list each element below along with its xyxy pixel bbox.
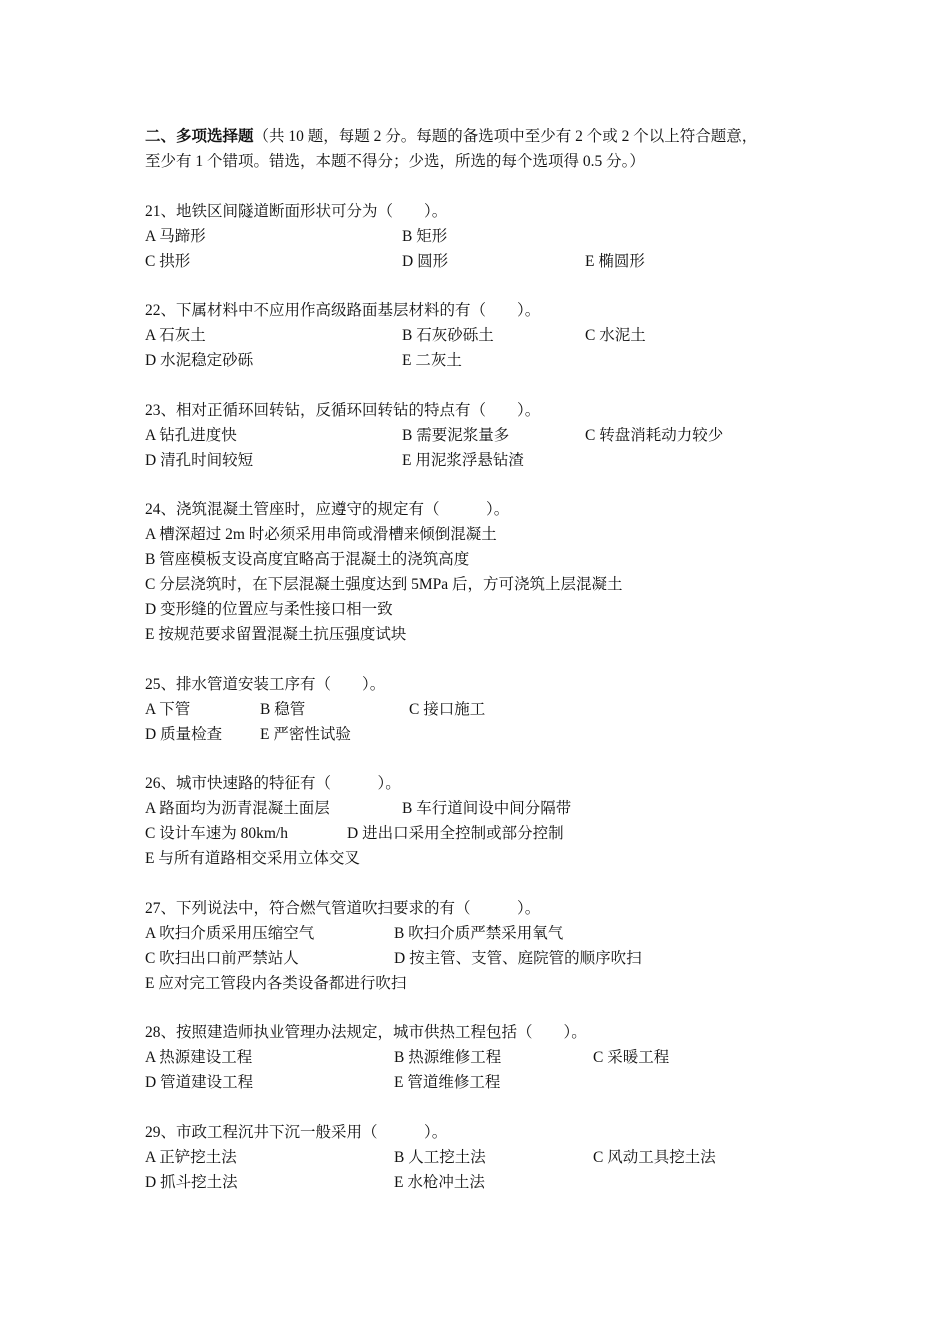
option-c: C 采暖工程 <box>593 1049 670 1066</box>
option-d: D 变形缝的位置应与柔性接口相一致 <box>145 601 393 618</box>
option-e: E 椭圆形 <box>585 253 645 270</box>
option-b: B 管座模板支设高度宜略高于混凝土的浇筑高度 <box>145 551 470 568</box>
option-e: E 水枪冲土法 <box>394 1174 485 1191</box>
section-heading <box>145 127 757 147</box>
option-d: D 圆形 <box>402 253 449 270</box>
option-d: D 管道建设工程 <box>145 1074 254 1091</box>
option-d: D 抓斗挖土法 <box>145 1174 238 1191</box>
section-heading-bold: 二、多项选择题 <box>145 128 254 145</box>
question-stem: 28、按照建造师执业管理办法规定，城市供热工程包括（ ）。 <box>145 1024 587 1041</box>
option-b: B 石灰砂砾土 <box>402 327 494 344</box>
option-c: C 水泥土 <box>585 327 646 344</box>
option-b: B 需要泥浆量多 <box>402 427 510 444</box>
option-c: C 风动工具挖土法 <box>593 1149 716 1166</box>
question-stem: 23、相对正循环回转钻，反循环回转钻的特点有（ ）。 <box>145 402 541 419</box>
question-stem: 24、浇筑混凝土管座时，应遵守的规定有（ ）。 <box>145 501 510 518</box>
option-a: A 热源建设工程 <box>145 1049 253 1066</box>
option-a: A 马蹄形 <box>145 228 206 245</box>
option-a: A 槽深超过 2m 时必须采用串筒或滑槽来倾倒混凝土 <box>145 526 497 543</box>
question-stem: 25、排水管道安装工序有（ ）。 <box>145 676 386 693</box>
option-e: E 应对完工管段内各类设备都进行吹扫 <box>145 975 407 992</box>
option-b: B 稳管 <box>260 701 306 718</box>
option-d: D 按主管、支管、庭院管的顺序吹扫 <box>394 950 642 967</box>
question-stem: 21、地铁区间隧道断面形状可分为（ ）。 <box>145 203 448 220</box>
section-heading-rest: （共 10 题，每题 2 分。每题的备选项中至少有 2 个或 2 个以上符合题意， <box>253 128 758 145</box>
option-b: B 人工挖土法 <box>394 1149 486 1166</box>
question-stem: 27、下列说法中，符合燃气管道吹扫要求的有（ ）。 <box>145 900 541 917</box>
option-e: E 与所有道路相交采用立体交叉 <box>145 850 360 867</box>
option-b: B 车行道间设中间分隔带 <box>402 800 572 817</box>
option-e: E 二灰土 <box>402 352 462 369</box>
option-d: D 质量检查 <box>145 726 223 743</box>
option-c: C 吹扫出口前严禁站人 <box>145 950 299 967</box>
option-a: A 下管 <box>145 701 191 718</box>
question-stem: 22、下属材料中不应用作高级路面基层材料的有（ ）。 <box>145 302 541 319</box>
option-e: E 用泥浆浮悬钻渣 <box>402 452 524 469</box>
option-c: C 接口施工 <box>409 701 486 718</box>
option-b: B 热源维修工程 <box>394 1049 502 1066</box>
question-stem: 29、市政工程沉井下沉一般采用（ ）。 <box>145 1124 448 1141</box>
option-c: C 设计车速为 80km/h <box>145 825 288 842</box>
option-d: D 清孔时间较短 <box>145 452 254 469</box>
option-c: C 分层浇筑时，在下层混凝土强度达到 5MPa 后，方可浇筑上层混凝土 <box>145 576 623 593</box>
option-a: A 正铲挖土法 <box>145 1149 237 1166</box>
option-a: A 吹扫介质采用压缩空气 <box>145 925 315 942</box>
option-d: D 进出口采用全控制或部分控制 <box>347 825 564 842</box>
option-b: B 矩形 <box>402 228 448 245</box>
option-a: A 路面均为沥青混凝土面层 <box>145 800 330 817</box>
option-e: E 按规范要求留置混凝土抗压强度试块 <box>145 626 407 643</box>
option-a: A 石灰土 <box>145 327 206 344</box>
option-d: D 水泥稳定砂砾 <box>145 352 254 369</box>
option-a: A 钻孔进度快 <box>145 427 237 444</box>
option-c: C 转盘消耗动力较少 <box>585 427 724 444</box>
option-e: E 严密性试验 <box>260 726 351 743</box>
option-b: B 吹扫介质严禁采用氧气 <box>394 925 564 942</box>
question-stem: 26、城市快速路的特征有（ ）。 <box>145 775 401 792</box>
option-e: E 管道维修工程 <box>394 1074 501 1091</box>
section-heading-line2: 至少有 1 个错项。错选，本题不得分；少选，所选的每个选项得 0.5 分。） <box>145 153 645 170</box>
option-c: C 拱形 <box>145 253 191 270</box>
